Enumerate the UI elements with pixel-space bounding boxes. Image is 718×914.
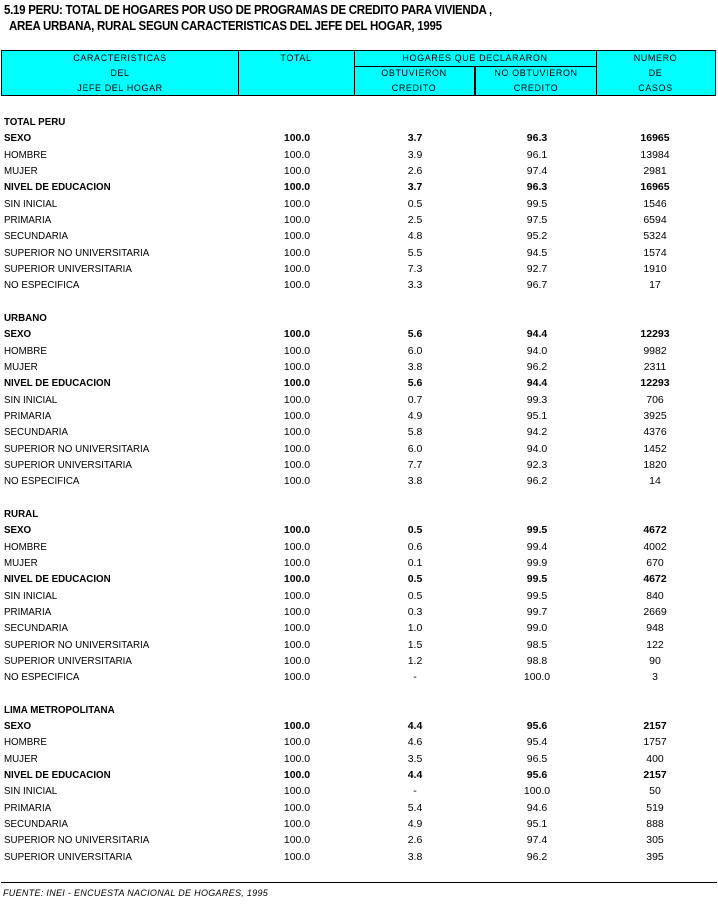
cell-obtuvieron: 6.0 <box>407 344 423 357</box>
table-row <box>0 327 718 343</box>
cell-casos: 1574 <box>643 246 667 259</box>
cell-casos: 122 <box>646 638 664 651</box>
cell-no-obtuvieron: 94.6 <box>526 801 548 814</box>
table-row <box>0 801 718 817</box>
cell-casos: 12293 <box>640 377 670 390</box>
cell-total: 100.0 <box>283 671 311 684</box>
cell-casos: 1910 <box>643 262 667 275</box>
table-row <box>0 670 718 686</box>
cell-obtuvieron: 0.6 <box>407 540 423 553</box>
cell-total: 100.0 <box>283 164 311 177</box>
cell-obtuvieron: 0.1 <box>407 556 423 569</box>
cell-total: 100.0 <box>283 622 311 635</box>
row-label: PRIMARIA <box>4 801 52 814</box>
cell-casos: 4672 <box>643 524 667 537</box>
cell-total: 100.0 <box>283 197 311 210</box>
row-label: HOMBRE <box>4 344 47 357</box>
header-divider <box>354 66 596 67</box>
cell-casos: 2157 <box>643 769 667 782</box>
cell-total: 100.0 <box>283 475 311 488</box>
table-row <box>0 442 718 458</box>
table-row <box>0 572 718 588</box>
source-note: FUENTE: INEI - ENCUESTA NACIONAL DE HOGARES, 1995 <box>3 888 269 898</box>
row-label: SEXO <box>4 720 32 733</box>
cell-obtuvieron: 4.8 <box>407 230 423 243</box>
table-row <box>0 768 718 784</box>
cell-casos: 13984 <box>640 148 670 161</box>
row-label: HOMBRE <box>4 148 47 161</box>
row-label: NIVEL DE EDUCACION <box>4 181 111 194</box>
cell-casos: 1452 <box>643 442 667 455</box>
cell-casos: 6594 <box>643 213 667 226</box>
table-row <box>0 229 718 245</box>
cell-casos: 400 <box>646 752 664 765</box>
table-header <box>1 50 716 96</box>
table-row <box>0 540 718 556</box>
cell-obtuvieron: 3.7 <box>407 181 423 194</box>
cell-casos: 305 <box>646 834 664 847</box>
cell-no-obtuvieron: 96.2 <box>526 360 548 373</box>
cell-total: 100.0 <box>283 246 311 259</box>
cell-total: 100.0 <box>283 230 311 243</box>
cell-total: 100.0 <box>283 785 311 798</box>
row-label: MUJER <box>4 752 38 765</box>
table-row <box>0 278 718 294</box>
row-label: SECUNDARIA <box>4 818 69 831</box>
cell-casos: 2157 <box>643 720 667 733</box>
row-label: SECUNDARIA <box>4 622 69 635</box>
cell-obtuvieron: 3.9 <box>407 148 423 161</box>
cell-obtuvieron: 5.4 <box>407 801 423 814</box>
cell-total: 100.0 <box>283 850 311 863</box>
cell-total: 100.0 <box>283 328 311 341</box>
cell-obtuvieron: 4.9 <box>407 818 423 831</box>
cell-no-obtuvieron: 99.7 <box>526 605 548 618</box>
table-row <box>0 605 718 621</box>
cell-total: 100.0 <box>283 834 311 847</box>
row-label: SUPERIOR NO UNIVERSITARIA <box>4 834 150 847</box>
row-label: SEXO <box>4 132 32 145</box>
cell-casos: 50 <box>649 785 661 798</box>
cell-obtuvieron: 1.2 <box>407 654 423 667</box>
header-total: TOTAL <box>280 53 312 63</box>
cell-total: 100.0 <box>283 736 311 749</box>
cell-no-obtuvieron: 95.6 <box>526 720 548 733</box>
cell-obtuvieron: 4.9 <box>407 409 423 422</box>
cell-casos: 5324 <box>643 230 667 243</box>
cell-total: 100.0 <box>283 752 311 765</box>
cell-total: 100.0 <box>283 524 311 537</box>
table-row <box>0 409 718 425</box>
cell-no-obtuvieron: 92.7 <box>526 262 548 275</box>
cell-casos: 519 <box>646 801 664 814</box>
table-row <box>0 621 718 637</box>
cell-no-obtuvieron: 99.5 <box>526 524 548 537</box>
cell-total: 100.0 <box>283 573 311 586</box>
cell-obtuvieron: 5.6 <box>407 377 423 390</box>
cell-total: 100.0 <box>283 262 311 275</box>
section-title: RURAL <box>4 507 39 520</box>
cell-obtuvieron: 3.8 <box>407 850 423 863</box>
cell-obtuvieron: 2.5 <box>407 213 423 226</box>
table-row <box>0 850 718 866</box>
row-label: NIVEL DE EDUCACION <box>4 573 111 586</box>
header-caracteristicas-2: DEL <box>110 68 130 78</box>
row-label: SUPERIOR UNIVERSITARIA <box>4 262 132 275</box>
cell-no-obtuvieron: 95.1 <box>526 409 548 422</box>
row-label: SUPERIOR UNIVERSITARIA <box>4 458 132 471</box>
cell-obtuvieron: 7.3 <box>407 262 423 275</box>
spacer-row <box>0 686 718 702</box>
cell-obtuvieron: 1.0 <box>407 622 423 635</box>
cell-total: 100.0 <box>283 377 311 390</box>
cell-casos: 16965 <box>640 132 670 145</box>
cell-total: 100.0 <box>283 442 311 455</box>
row-label: SUPERIOR UNIVERSITARIA <box>4 654 132 667</box>
cell-no-obtuvieron: 96.3 <box>526 181 548 194</box>
cell-casos: 4002 <box>643 540 667 553</box>
cell-obtuvieron: 3.8 <box>407 360 423 373</box>
cell-total: 100.0 <box>283 818 311 831</box>
cell-no-obtuvieron: 95.6 <box>526 769 548 782</box>
cell-casos: 17 <box>649 279 661 292</box>
cell-casos: 2669 <box>643 605 667 618</box>
cell-total: 100.0 <box>283 393 311 406</box>
table-row <box>0 376 718 392</box>
section-title-row <box>0 115 718 131</box>
cell-no-obtuvieron: 99.3 <box>526 393 548 406</box>
table-row <box>0 474 718 490</box>
cell-no-obtuvieron: 100.0 <box>523 671 551 684</box>
table-row <box>0 735 718 751</box>
cell-total: 100.0 <box>283 556 311 569</box>
row-label: NIVEL DE EDUCACION <box>4 377 111 390</box>
table-title-line-1: 5.19 PERU: TOTAL DE HOGARES POR USO DE PROGRAMAS DE CREDITO PARA VIVIENDA , <box>4 3 492 17</box>
spacer-row <box>0 295 718 311</box>
cell-no-obtuvieron: 97.5 <box>526 213 548 226</box>
cell-casos: 1546 <box>643 197 667 210</box>
cell-casos: 1757 <box>643 736 667 749</box>
cell-casos: 395 <box>646 850 664 863</box>
cell-casos: 948 <box>646 622 664 635</box>
cell-total: 100.0 <box>283 720 311 733</box>
cell-no-obtuvieron: 96.3 <box>526 132 548 145</box>
cell-total: 100.0 <box>283 132 311 145</box>
cell-obtuvieron: 0.7 <box>407 393 423 406</box>
cell-no-obtuvieron: 99.9 <box>526 556 548 569</box>
row-label: SUPERIOR NO UNIVERSITARIA <box>4 442 150 455</box>
cell-no-obtuvieron: 96.7 <box>526 279 548 292</box>
cell-obtuvieron: 7.7 <box>407 458 423 471</box>
table-row <box>0 360 718 376</box>
cell-casos: 670 <box>646 556 664 569</box>
table-row <box>0 262 718 278</box>
table-row <box>0 164 718 180</box>
table-row <box>0 131 718 147</box>
header-no-obtuvieron-2: CREDITO <box>513 83 559 93</box>
cell-no-obtuvieron: 99.4 <box>526 540 548 553</box>
row-label: MUJER <box>4 360 38 373</box>
cell-obtuvieron: 3.3 <box>407 279 423 292</box>
cell-obtuvieron: 2.6 <box>407 834 423 847</box>
table-row <box>0 213 718 229</box>
cell-obtuvieron: 4.4 <box>407 769 423 782</box>
cell-no-obtuvieron: 92.3 <box>526 458 548 471</box>
header-obtuvieron-1: OBTUVIERON <box>381 68 447 78</box>
cell-no-obtuvieron: 94.4 <box>526 328 548 341</box>
cell-no-obtuvieron: 97.4 <box>526 834 548 847</box>
table-row <box>0 654 718 670</box>
cell-no-obtuvieron: 94.4 <box>526 377 548 390</box>
table-row <box>0 784 718 800</box>
cell-no-obtuvieron: 94.2 <box>526 426 548 439</box>
cell-casos: 706 <box>646 393 664 406</box>
cell-no-obtuvieron: 99.5 <box>526 573 548 586</box>
cell-no-obtuvieron: 96.1 <box>526 148 548 161</box>
table-row <box>0 556 718 572</box>
cell-no-obtuvieron: 94.5 <box>526 246 548 259</box>
table-row <box>0 393 718 409</box>
cell-casos: 2981 <box>643 164 667 177</box>
cell-obtuvieron: 0.5 <box>407 573 423 586</box>
row-label: HOMBRE <box>4 540 47 553</box>
row-label: SECUNDARIA <box>4 426 69 439</box>
table-row <box>0 425 718 441</box>
cell-casos: 4376 <box>643 426 667 439</box>
cell-obtuvieron: 5.6 <box>407 328 423 341</box>
row-label: PRIMARIA <box>4 605 52 618</box>
cell-obtuvieron: 0.3 <box>407 605 423 618</box>
header-caracteristicas-1: CARACTERISTICAS <box>73 53 167 63</box>
cell-no-obtuvieron: 100.0 <box>523 785 551 798</box>
header-numero-1: NUMERO <box>633 53 678 63</box>
table-title-line-2: AREA URBANA, RURAL SEGUN CARACTERISTICAS DEL JEFE DEL HOGAR, 1995 <box>9 19 442 33</box>
table-row <box>0 817 718 833</box>
header-caracteristicas-3: JEFE DEL HOGAR <box>77 83 163 93</box>
row-label: SEXO <box>4 524 32 537</box>
footer-divider <box>1 882 717 883</box>
cell-no-obtuvieron: 95.2 <box>526 230 548 243</box>
cell-no-obtuvieron: 96.5 <box>526 752 548 765</box>
row-label: SUPERIOR NO UNIVERSITARIA <box>4 246 150 259</box>
cell-obtuvieron: - <box>413 671 417 684</box>
row-label: NIVEL DE EDUCACION <box>4 769 111 782</box>
row-label: MUJER <box>4 164 38 177</box>
row-label: SUPERIOR NO UNIVERSITARIA <box>4 638 150 651</box>
cell-total: 100.0 <box>283 213 311 226</box>
table-row <box>0 197 718 213</box>
cell-no-obtuvieron: 99.0 <box>526 622 548 635</box>
cell-total: 100.0 <box>283 801 311 814</box>
cell-casos: 888 <box>646 818 664 831</box>
cell-obtuvieron: 5.5 <box>407 246 423 259</box>
cell-no-obtuvieron: 98.8 <box>526 654 548 667</box>
row-label: HOMBRE <box>4 736 47 749</box>
section-title: LIMA METROPOLITANA <box>4 703 115 716</box>
cell-obtuvieron: 0.5 <box>407 524 423 537</box>
cell-total: 100.0 <box>283 540 311 553</box>
cell-total: 100.0 <box>283 605 311 618</box>
cell-casos: 1820 <box>643 458 667 471</box>
cell-no-obtuvieron: 96.2 <box>526 850 548 863</box>
cell-casos: 14 <box>649 475 661 488</box>
cell-total: 100.0 <box>283 589 311 602</box>
cell-total: 100.0 <box>283 181 311 194</box>
spacer-row <box>0 491 718 507</box>
header-obtuvieron-2: CREDITO <box>391 83 437 93</box>
cell-total: 100.0 <box>283 654 311 667</box>
row-label: SIN INICIAL <box>4 589 58 602</box>
cell-casos: 4672 <box>643 573 667 586</box>
cell-casos: 12293 <box>640 328 670 341</box>
section-title: TOTAL PERU <box>4 116 66 128</box>
cell-total: 100.0 <box>283 426 311 439</box>
cell-no-obtuvieron: 94.0 <box>526 344 548 357</box>
row-label: NO ESPECIFICA <box>4 279 80 292</box>
cell-total: 100.0 <box>283 279 311 292</box>
row-label: SEXO <box>4 328 32 341</box>
section-title-row <box>0 703 718 719</box>
row-label: SIN INICIAL <box>4 197 58 210</box>
cell-casos: 3925 <box>643 409 667 422</box>
cell-no-obtuvieron: 99.5 <box>526 197 548 210</box>
table-row <box>0 458 718 474</box>
cell-no-obtuvieron: 99.5 <box>526 589 548 602</box>
header-numero-3: CASOS <box>638 83 673 93</box>
row-label: SECUNDARIA <box>4 230 69 243</box>
row-label: SUPERIOR UNIVERSITARIA <box>4 850 132 863</box>
table-row <box>0 752 718 768</box>
cell-obtuvieron: 6.0 <box>407 442 423 455</box>
table-row <box>0 719 718 735</box>
row-label: NO ESPECIFICA <box>4 671 80 684</box>
cell-obtuvieron: 5.8 <box>407 426 423 439</box>
header-no-obtuvieron-1: NO OBTUVIERON <box>494 68 578 78</box>
cell-obtuvieron: 4.4 <box>407 720 423 733</box>
header-numero-2: DE <box>648 68 663 78</box>
cell-casos: 16965 <box>640 181 670 194</box>
cell-obtuvieron: - <box>413 785 417 798</box>
row-label: MUJER <box>4 556 38 569</box>
cell-casos: 90 <box>649 654 661 667</box>
row-label: SIN INICIAL <box>4 785 58 798</box>
cell-no-obtuvieron: 94.0 <box>526 442 548 455</box>
cell-obtuvieron: 0.5 <box>407 589 423 602</box>
table-row <box>0 148 718 164</box>
cell-no-obtuvieron: 97.4 <box>526 164 548 177</box>
cell-obtuvieron: 2.6 <box>407 164 423 177</box>
table-row <box>0 589 718 605</box>
cell-casos: 840 <box>646 589 664 602</box>
cell-obtuvieron: 4.6 <box>407 736 423 749</box>
cell-obtuvieron: 0.5 <box>407 197 423 210</box>
row-label: SIN INICIAL <box>4 393 58 406</box>
table-row <box>0 638 718 654</box>
section-title-row <box>0 507 718 523</box>
table-row <box>0 833 718 849</box>
cell-total: 100.0 <box>283 344 311 357</box>
cell-casos: 3 <box>652 671 658 684</box>
cell-obtuvieron: 3.5 <box>407 752 423 765</box>
cell-obtuvieron: 3.8 <box>407 475 423 488</box>
row-label: NO ESPECIFICA <box>4 475 80 488</box>
cell-obtuvieron: 1.5 <box>407 638 423 651</box>
cell-total: 100.0 <box>283 409 311 422</box>
cell-total: 100.0 <box>283 638 311 651</box>
cell-no-obtuvieron: 95.4 <box>526 736 548 749</box>
cell-total: 100.0 <box>283 148 311 161</box>
table-body <box>0 115 718 866</box>
cell-no-obtuvieron: 95.1 <box>526 818 548 831</box>
cell-no-obtuvieron: 96.2 <box>526 475 548 488</box>
table-row <box>0 523 718 539</box>
section-title: URBANO <box>4 311 47 324</box>
cell-total: 100.0 <box>283 458 311 471</box>
cell-obtuvieron: 3.7 <box>407 132 423 145</box>
table-row <box>0 180 718 196</box>
cell-casos: 2311 <box>643 360 667 373</box>
table-row <box>0 344 718 360</box>
row-label: PRIMARIA <box>4 409 52 422</box>
header-hogares-group: HOGARES QUE DECLARARON <box>402 53 548 63</box>
cell-total: 100.0 <box>283 360 311 373</box>
section-title-row <box>0 311 718 327</box>
cell-no-obtuvieron: 98.5 <box>526 638 548 651</box>
cell-casos: 9982 <box>643 344 667 357</box>
cell-total: 100.0 <box>283 769 311 782</box>
table-row <box>0 246 718 262</box>
row-label: PRIMARIA <box>4 213 52 226</box>
